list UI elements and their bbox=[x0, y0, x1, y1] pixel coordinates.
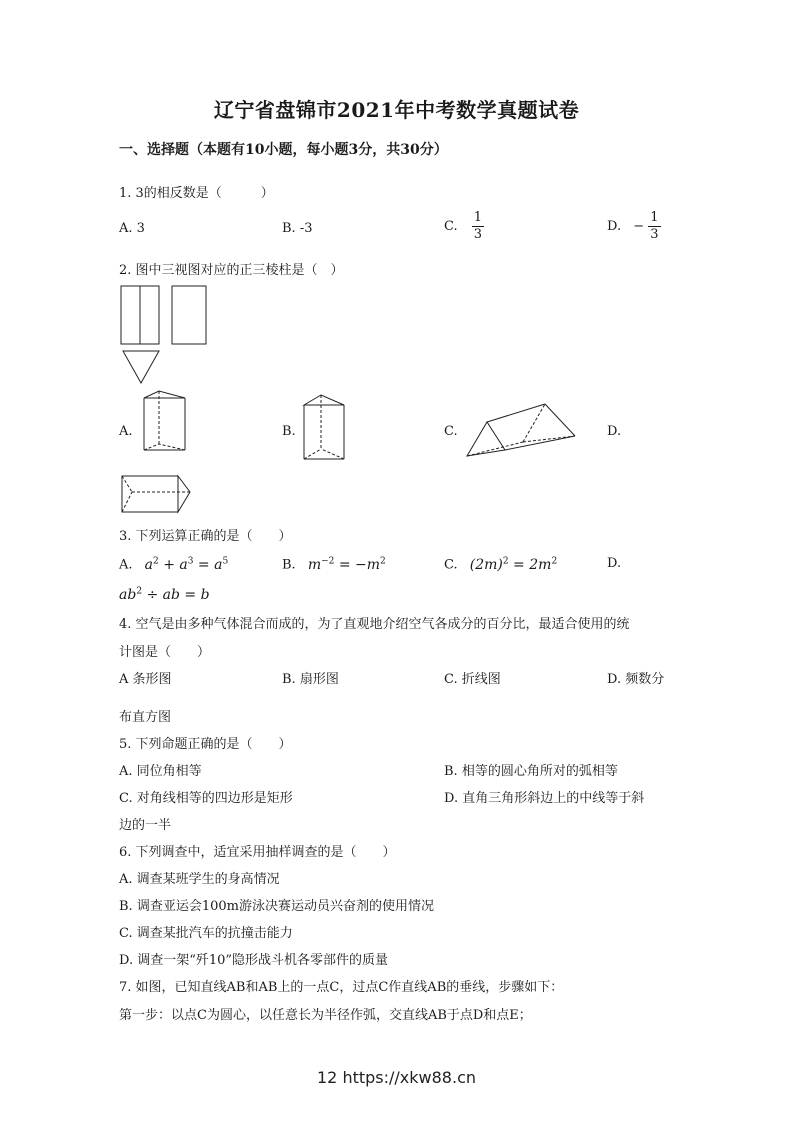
q3-stem: 3. 下列运算正确的是（ ） bbox=[119, 529, 292, 544]
q1-c-numerator: 1 bbox=[473, 210, 483, 225]
q5-option-d-cont: 边的一半 bbox=[119, 818, 172, 833]
q6-option-a: A. 调查某班学生的身高情况 bbox=[119, 872, 280, 887]
q7-stem: 7. 如图，已知直线AB和AB上的一点C，过点C作直线AB的垂线，步骤如下： bbox=[119, 980, 564, 995]
q4-option-c: C. 折线图 bbox=[444, 672, 501, 687]
section-heading: 一、选择题（本题有10小题，每小题3分，共30分） bbox=[119, 142, 448, 158]
q1-d-denominator: 3 bbox=[650, 227, 659, 242]
q1-option-b: B. -3 bbox=[282, 221, 313, 236]
q6-stem: 6. 下列调查中，适宜采用抽样调查的是（ ） bbox=[119, 845, 396, 860]
q3-option-a bbox=[119, 556, 228, 573]
prism-c-figure bbox=[463, 400, 581, 460]
top-view bbox=[123, 351, 159, 383]
paper-title: 辽宁省盘锦市2021年中考数学真题试卷 bbox=[213, 98, 580, 122]
q2-option-a: A. bbox=[119, 424, 133, 439]
page-footer: 12 https://xkw88.cn bbox=[317, 1068, 476, 1087]
q3-option-c-label: C. bbox=[444, 557, 458, 573]
q2-option-d: D. bbox=[607, 424, 622, 439]
q1-stem: 1. 3的相反数是（ ） bbox=[119, 186, 274, 201]
q3-option-d-expr: $ab^2$ ÷ ab = b bbox=[119, 586, 210, 603]
q3-option-c-expr: $(2m)^2 = 2m^2$ bbox=[469, 556, 558, 573]
q1-option-d-label: D. bbox=[607, 219, 622, 234]
q5-option-d: D. 直角三角形斜边上的中线等于斜 bbox=[444, 791, 645, 806]
q3-option-a-label: A. bbox=[119, 557, 133, 573]
q1-option-d bbox=[607, 210, 661, 243]
q4-option-b: B. 扇形图 bbox=[282, 672, 339, 687]
q3-option-b-expr: $m^{-2} = -m^2$ bbox=[307, 556, 386, 573]
q4-stem-line2: 计图是（ ） bbox=[119, 645, 211, 660]
q2-option-b: B. bbox=[282, 424, 296, 439]
q1-option-c-label: C. bbox=[444, 219, 458, 234]
prism-a-figure bbox=[138, 388, 190, 466]
q1-d-sign: − bbox=[633, 219, 645, 234]
q1-option-c-fraction bbox=[472, 210, 484, 243]
q1-option-d-fraction bbox=[648, 210, 660, 243]
prism-b-figure bbox=[298, 391, 350, 466]
q5-option-b: B. 相等的圆心角所对的弧相等 bbox=[444, 764, 618, 779]
q4-option-d: D. 频数分 bbox=[607, 672, 665, 687]
side-view bbox=[172, 286, 206, 344]
q5-stem: 5. 下列命题正确的是（ ） bbox=[119, 737, 292, 752]
q6-option-d: D. 调查一架“歼10”隐形战斗机各零部件的质量 bbox=[119, 953, 389, 968]
q6-option-b: B. 调查亚运会100m游泳决赛运动员兴奋剂的使用情况 bbox=[119, 899, 434, 914]
q2-option-c: C. bbox=[444, 424, 458, 439]
q7-step1: 第一步：以点C为圆心，以任意长为半径作弧，交直线AB于点D和点E； bbox=[119, 1008, 532, 1023]
q1-c-denominator: 3 bbox=[473, 227, 483, 242]
q3-option-c bbox=[444, 556, 557, 573]
q1-option-c bbox=[444, 210, 484, 243]
three-view-figure bbox=[118, 283, 210, 387]
q3-option-d: D. bbox=[607, 556, 622, 571]
q6-option-c: C. 调查某批汽车的抗撞击能力 bbox=[119, 926, 293, 941]
q4-stem-line1: 4. 空气是由多种气体混合而成的，为了直观地介绍空气各成分的百分比，最适合使用的统 bbox=[119, 617, 630, 632]
q2-stem: 2. 图中三视图对应的正三棱柱是（ ） bbox=[119, 263, 344, 278]
q3-option-b bbox=[282, 556, 386, 573]
q5-option-c: C. 对角线相等的四边形是矩形 bbox=[119, 791, 293, 806]
q1-d-numerator: 1 bbox=[650, 210, 659, 225]
prism-d-figure bbox=[118, 472, 194, 516]
q3-option-a-expr: $a^2 + a^3 = a^5$ bbox=[144, 556, 229, 573]
q4-option-a: A 条形图 bbox=[119, 672, 172, 687]
q1-option-a: A. 3 bbox=[119, 221, 145, 236]
q4-option-d-cont: 布直方图 bbox=[119, 710, 172, 725]
q3-option-b-label: B. bbox=[282, 557, 296, 573]
q5-option-a: A. 同位角相等 bbox=[119, 764, 202, 779]
